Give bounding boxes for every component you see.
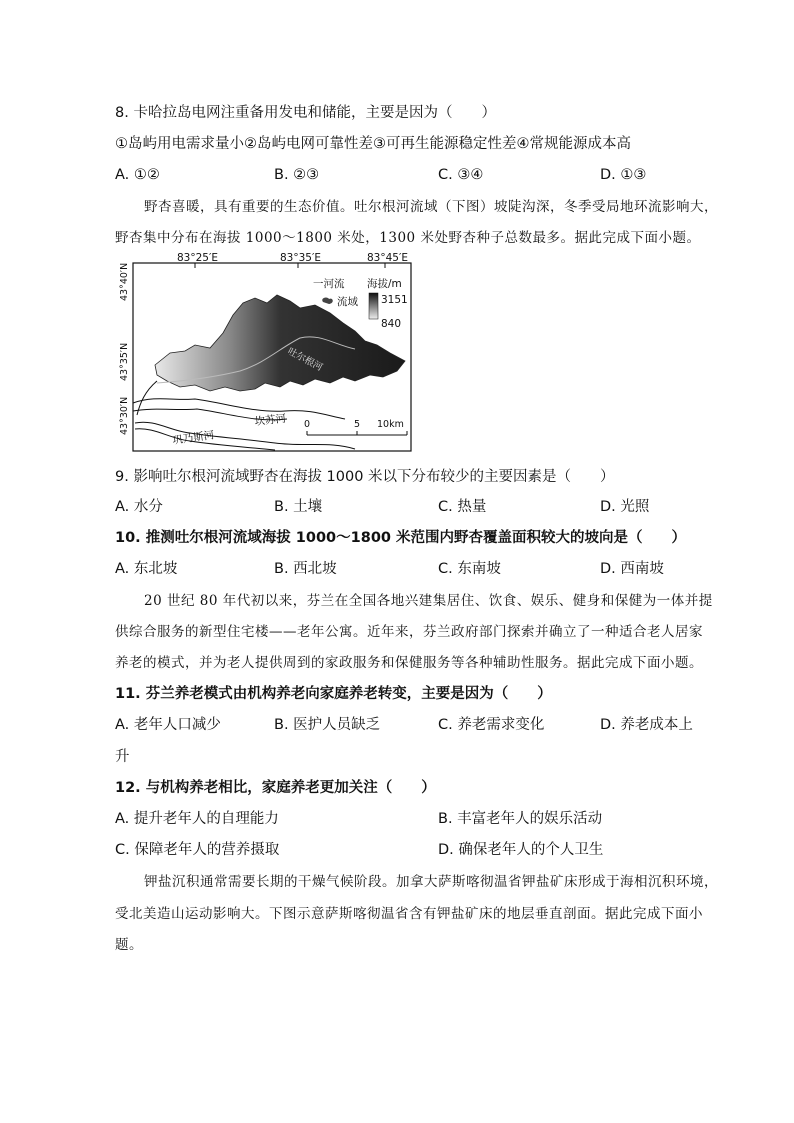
legend-elev-title: 海拔/m xyxy=(367,278,402,290)
passage2-line2: 供综合服务的新型住宅楼——老年公寓。近年来，芬兰政府部门探索并确立了一种适合老人居家 xyxy=(115,624,703,640)
q11-option-c: C. 养老需求变化 xyxy=(438,717,545,733)
basin-map xyxy=(115,253,415,453)
q9-option-b: B. 土壤 xyxy=(274,499,323,515)
q11-option-d-wrap: 升 xyxy=(115,749,130,765)
q8-option-d: D. ①③ xyxy=(600,167,647,183)
q11-stem: 11. 芬兰养老模式由机构养老向家庭养老转变，主要是因为（ ） xyxy=(115,686,552,702)
q9-stem: 9. 影响吐尔根河流域野杏在海拔 1000 米以下分布较少的主要因素是（ ） xyxy=(115,469,615,485)
passage1-line2: 野杏集中分布在海拔 1000～1800 米处，1300 米处野杏种子总数最多。据此完成下面小题。 xyxy=(115,230,701,246)
q11-option-b: B. 医护人员缺乏 xyxy=(274,717,381,733)
passage2-line1: 20 世纪 80 年代初以来，芬兰在全国各地兴建集居住、饮食、娱乐、健身和保健为一体并提 xyxy=(144,593,713,609)
q10-option-c: C. 东南坡 xyxy=(438,561,501,577)
q12-stem: 12. 与机构养老相比，家庭养老更加关注（ ） xyxy=(115,780,436,796)
q12-option-d: D. 确保老年人的个人卫生 xyxy=(438,842,604,858)
passage3-line2: 受北美造山运动影响大。下图示意萨斯喀彻温省含有钾盐矿床的地层垂直剖面。据此完成下面小 xyxy=(115,906,703,922)
q11-option-a: A. 老年人口减少 xyxy=(115,717,221,733)
passage2-line3: 养老的模式，并为老人提供周到的家政服务和保健服务等各种辅助性服务。据此完成下面小题。 xyxy=(115,655,703,671)
lon-label-3: 83°45′E xyxy=(367,253,408,264)
q8-stem: 8. 卡哈拉岛电网注重备用发电和储能，主要是因为（ ） xyxy=(115,105,496,121)
q12-option-b: B. 丰富老年人的娱乐活动 xyxy=(438,811,603,827)
lon-label-1: 83°25′E xyxy=(177,253,218,264)
passage3-line3: 题。 xyxy=(115,937,143,953)
q8-option-b: B. ②③ xyxy=(274,167,320,183)
q8-option-a: A. ①② xyxy=(115,167,160,183)
scale-label-0: 0 xyxy=(304,419,311,430)
q12-option-a: A. 提升老年人的自理能力 xyxy=(115,811,279,827)
q10-option-d: D. 西南坡 xyxy=(600,561,664,577)
scale-label-5: 5 xyxy=(354,419,361,430)
lat-label-3: 43°30′N xyxy=(119,396,130,435)
passage3-line1: 钾盐沉积通常需要长期的干燥气候阶段。加拿大萨斯喀彻温省钾盐矿床形成于海相沉积环境， xyxy=(144,874,718,890)
main-river-label: 吐尔根河 xyxy=(285,345,325,374)
q9-option-c: C. 热量 xyxy=(438,499,487,515)
q12-option-c: C. 保障老年人的营养摄取 xyxy=(115,842,280,858)
river-gongnaisi-label: 巩乃斯河 xyxy=(171,429,216,447)
lon-label-2: 83°35′E xyxy=(280,253,321,264)
lat-label-1: 43°40′N xyxy=(119,262,130,301)
legend-elev-min: 840 xyxy=(381,318,402,330)
q8-option-c: C. ③④ xyxy=(438,167,484,183)
q8-items: ①岛屿用电需求量小②岛屿电网可靠性差③可再生能源稳定性差④常规能源成本高 xyxy=(115,136,631,152)
q11-option-d: D. 养老成本上 xyxy=(600,717,693,733)
q9-option-a: A. 水分 xyxy=(115,499,163,515)
elevation-bar xyxy=(369,293,378,319)
scale-label-10: 10km xyxy=(377,419,404,430)
q10-option-b: B. 西北坡 xyxy=(274,561,337,577)
q10-option-a: A. 东北坡 xyxy=(115,561,178,577)
q9-option-d: D. 光照 xyxy=(600,499,650,515)
river-kansu-label: 坎苏河 xyxy=(254,412,287,428)
q10-stem: 10. 推测吐尔根河流域海拔 1000～1800 米范围内野杏覆盖面积较大的坡向是（ ） xyxy=(115,530,687,546)
lat-label-2: 43°35′N xyxy=(119,342,130,381)
legend-river: 一河流 xyxy=(313,278,345,290)
legend-elev-max: 3151 xyxy=(381,294,408,306)
legend-basin: 流域 xyxy=(337,296,358,308)
passage1-line1: 野杏喜暖，具有重要的生态价值。吐尔根河流域（下图）坡陡沟深，冬季受局地环流影响大， xyxy=(144,199,718,215)
